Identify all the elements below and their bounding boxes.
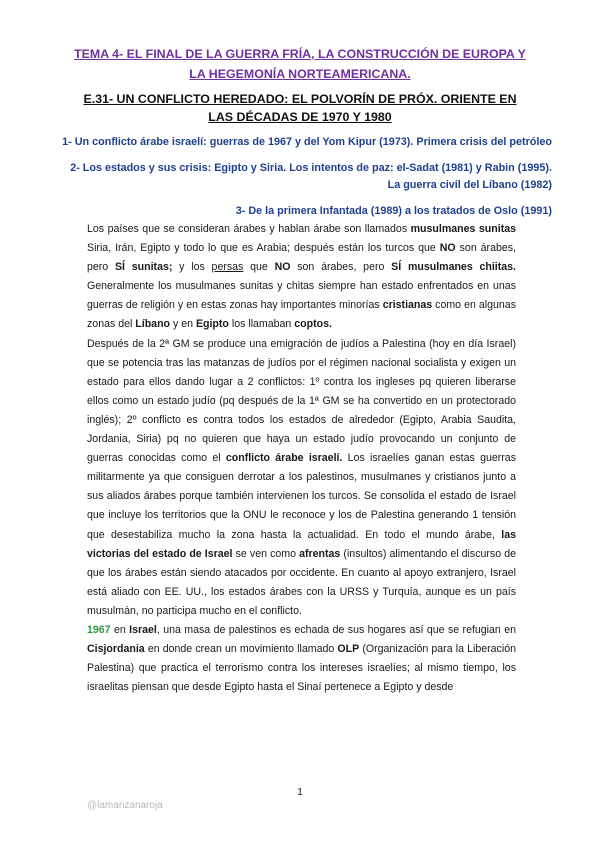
- year-highlight: 1967: [87, 623, 111, 636]
- paragraph-2: Después de la 2ª GM se produce una emigración de judíos a Palestina (hoy en día Israel) que se potencia tras las matanzas de judíos por el régimen nacional socialista y exigen un estado para ellos dando lugar a 2 conflictos: 1º contra los ingleses pq quieren liberarse ellos como un estado judío (pq después de la 1ª GM se ha convertido en un protectorado inglés); 2º conflicto es contra todos los estados de alrededor (Egipto, Arabia Saudita, Jordania, Siria) pq no quieren que haya un estado judío provocando un conjunto de guerras conocidas como el conflicto árabe israelí. Los israelíes ganan estas guerras militarmente ya que consiguen derrotar a los palestinos, musulmanes y cristianos junto a sus aliados árabes porque también intervienen los turcos. Se consolida el estado de Israel que incluye los territorios que la ONU le reconoce y los de Palestina generando 1 tensión que desestabiliza mucho la zona hasta la actualidad. En todo el mundo árabe, las victorias del estado de Israel se ven como afrentas (insultos) alimentando el discurso de que los árabes están siendo atacados por occidente. En cuanto al apoyo extranjero, Israel está aliado con EE. UU., los estados árabes con la URSS y Turquía, aunque es un país musulmán, no participa mucho en el conflicto.: [87, 337, 516, 617]
- paragraph-3: 1967 en Israel, una masa de palestinos es echada de sus hogares así que se refugian en Cisjordania en donde crean un movimiento llamado OLP (Organización para la Liberación Palestina) que practica el terrorismo contra los intereses israelíes; al mismo tiempo, los israelitas piensan que desde Egipto hasta el Sinaí pertenece a Egipto y desde: [87, 623, 517, 694]
- page-number: 1: [297, 786, 303, 798]
- document-title: TEMA 4- EL FINAL DE LA GUERRA FRÍA, LA CONSTRUCCIÓN DE EUROPA Y LA HEGEMONÍA NORTEAMERICANA.: [74, 47, 526, 81]
- toc-item-3: 3- De la primera Infantada (1989) a los tratados de Oslo (1991): [235, 205, 552, 217]
- toc-item-2: 2- Los estados y sus crisis: Egipto y Siria. Los intentos de paz: el-Sadat (1981) y Rabin (1995). La guerra civil del Líbano (1982): [70, 162, 552, 191]
- paragraph-1: Los países que se consideran árabes y hablan árabe son llamados musulmanes sunitas Siria, Irán, Egipto y todo lo que es Arabia; después están los turcos que NO son árabes, pero SÍ sunitas; y los persas que NO son árabes, pero SÍ musulmanes chiitas. Generalmente los musulmanes sunitas y chitas siempre han estado enfrentados en unas guerras de religión y en estas zonas hay importantes minorías cristianas como en algunas zonas del Líbano y en Egipto los llamaban coptos.: [87, 223, 516, 331]
- section-subtitle: E.31- UN CONFLICTO HEREDADO: EL POLVORÍN DE PRÓX. ORIENTE EN LAS DÉCADAS DE 1970 Y 1980: [83, 92, 517, 124]
- watermark: @lamanzanaroja: [87, 800, 163, 811]
- body-text: [87, 220, 516, 697]
- toc-item-1: 1- Un conflicto árabe israelí: guerras de 1967 y del Yom Kipur (1973). Primera crisis del petróleo: [62, 136, 552, 148]
